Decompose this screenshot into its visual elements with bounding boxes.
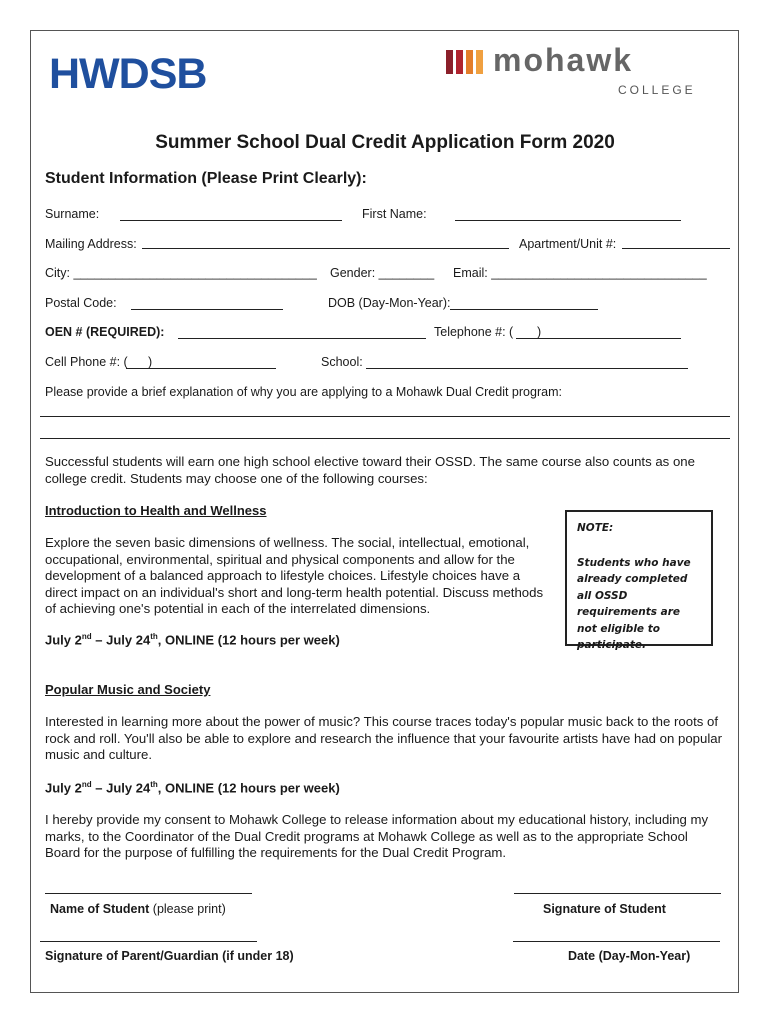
explanation-prompt: Please provide a brief explanation of why you are applying to a Mohawk Dual Credit program:: [45, 385, 562, 399]
telephone-label: Telephone #: (: [434, 325, 514, 339]
note-box: [565, 510, 713, 651]
cell-phone-label: Cell Phone #: (: [45, 355, 128, 369]
name-of-student-text: Name of Student: [50, 902, 150, 916]
student-signature-line[interactable]: [514, 893, 721, 894]
name-of-student-line[interactable]: [45, 893, 252, 894]
intro-paragraph: Successful students will earn one high school elective toward their OSSD. The same course also counts as one college credit. Students may choose one of the following courses:: [45, 454, 695, 486]
surname-label: Surname:: [45, 207, 100, 221]
course-1-date-start: July 2: [45, 632, 82, 648]
course-1-dates: [45, 632, 340, 647]
date-line[interactable]: [513, 941, 720, 942]
postal-code-field[interactable]: [131, 309, 283, 310]
first-name-label: First Name:: [362, 207, 427, 221]
date-label: Date (Day-Mon-Year): [568, 949, 691, 963]
hwdsb-logo: HWDSB: [49, 50, 207, 98]
mohawk-logo-college: COLLEGE: [618, 83, 696, 97]
mailing-address-field[interactable]: [142, 248, 509, 249]
dob-field[interactable]: [450, 309, 598, 310]
course-1-date-format: , ONLINE (12 hours per week): [157, 632, 340, 648]
explanation-line-2[interactable]: [40, 438, 730, 439]
course-1-description: Explore the seven basic dimensions of wellness. The social, intellectual, emotional, occupational, environmental, spiritual and physical components and allow for the development of a balanced approach to lifestyle choices. Lifestyle choices have a direct impact on an individual's short and long-term health potential. Discuss methods of achieving one's potential in each of the interrelated dimensions.: [45, 535, 544, 616]
postal-code-label: Postal Code:: [45, 296, 117, 310]
dob-label: DOB (Day-Mon-Year):: [328, 296, 451, 310]
mohawk-logo-mark-icon: [446, 48, 488, 74]
note-body: Students who have already completed all OSSD requirements are not eligible to participate.: [577, 556, 691, 651]
cell-close-paren: ): [148, 355, 153, 369]
school-label: School:: [321, 355, 363, 369]
telephone-field[interactable]: [516, 338, 681, 339]
course-2-date-end-suffix: th: [150, 780, 158, 789]
email-field[interactable]: Email: _______________________________: [453, 266, 707, 280]
course-2-date-end: – July 24: [91, 780, 151, 796]
form-title: Summer School Dual Credit Application Form 2020: [155, 132, 615, 153]
course-1-date-end: – July 24: [91, 632, 151, 648]
oen-label: OEN # (REQUIRED):: [45, 325, 165, 339]
course-2-date-format: , ONLINE (12 hours per week): [157, 780, 340, 796]
apartment-label: Apartment/Unit #:: [519, 237, 617, 251]
surname-field[interactable]: [120, 220, 342, 221]
mohawk-logo-word: mohawk: [493, 42, 634, 78]
oen-field[interactable]: [178, 338, 426, 339]
course-1-date-end-suffix: th: [150, 632, 158, 641]
consent-paragraph: I hereby provide my consent to Mohawk College to release information about my educational history, including my marks, to the Coordinator of the Dual Credit programs at Mohawk College as well as to the appropriate School Board for the purpose of fulfilling the requirements for the Dual Credit Program.: [45, 812, 709, 860]
course-2-date-start: July 2: [45, 780, 82, 796]
name-of-student-label: [50, 902, 226, 916]
parent-signature-label: Signature of Parent/Guardian (if under 18): [45, 949, 294, 963]
course-2-description: Interested in learning more about the power of music? This course traces today's popular music back to the roots of rock and roll. You'll also be able to explore and research the influence that your favourite artists have had on popular music and culture.: [45, 714, 722, 762]
explanation-line-1[interactable]: [40, 416, 730, 417]
first-name-field[interactable]: [455, 220, 681, 221]
course-1-date-start-suffix: nd: [81, 632, 92, 641]
school-field[interactable]: [366, 368, 688, 369]
note-heading: NOTE:: [577, 522, 614, 534]
apartment-field[interactable]: [622, 248, 730, 249]
parent-signature-line[interactable]: [40, 941, 257, 942]
city-field[interactable]: City: ___________________________________: [45, 266, 317, 280]
course-2-date-start-suffix: nd: [81, 780, 92, 789]
name-of-student-hint: (please print): [149, 902, 226, 916]
course-2-title: Popular Music and Society: [45, 682, 211, 697]
telephone-close-paren: ): [537, 325, 542, 339]
student-signature-label: Signature of Student: [543, 902, 666, 916]
section-title: Student Information (Please Print Clearly):: [45, 170, 367, 187]
gender-field[interactable]: Gender: ________: [330, 266, 435, 280]
course-2-dates: [45, 780, 340, 795]
cell-phone-field[interactable]: [126, 368, 276, 369]
course-1-title: Introduction to Health and Wellness: [45, 503, 267, 518]
mailing-address-label: Mailing Address:: [45, 237, 137, 251]
